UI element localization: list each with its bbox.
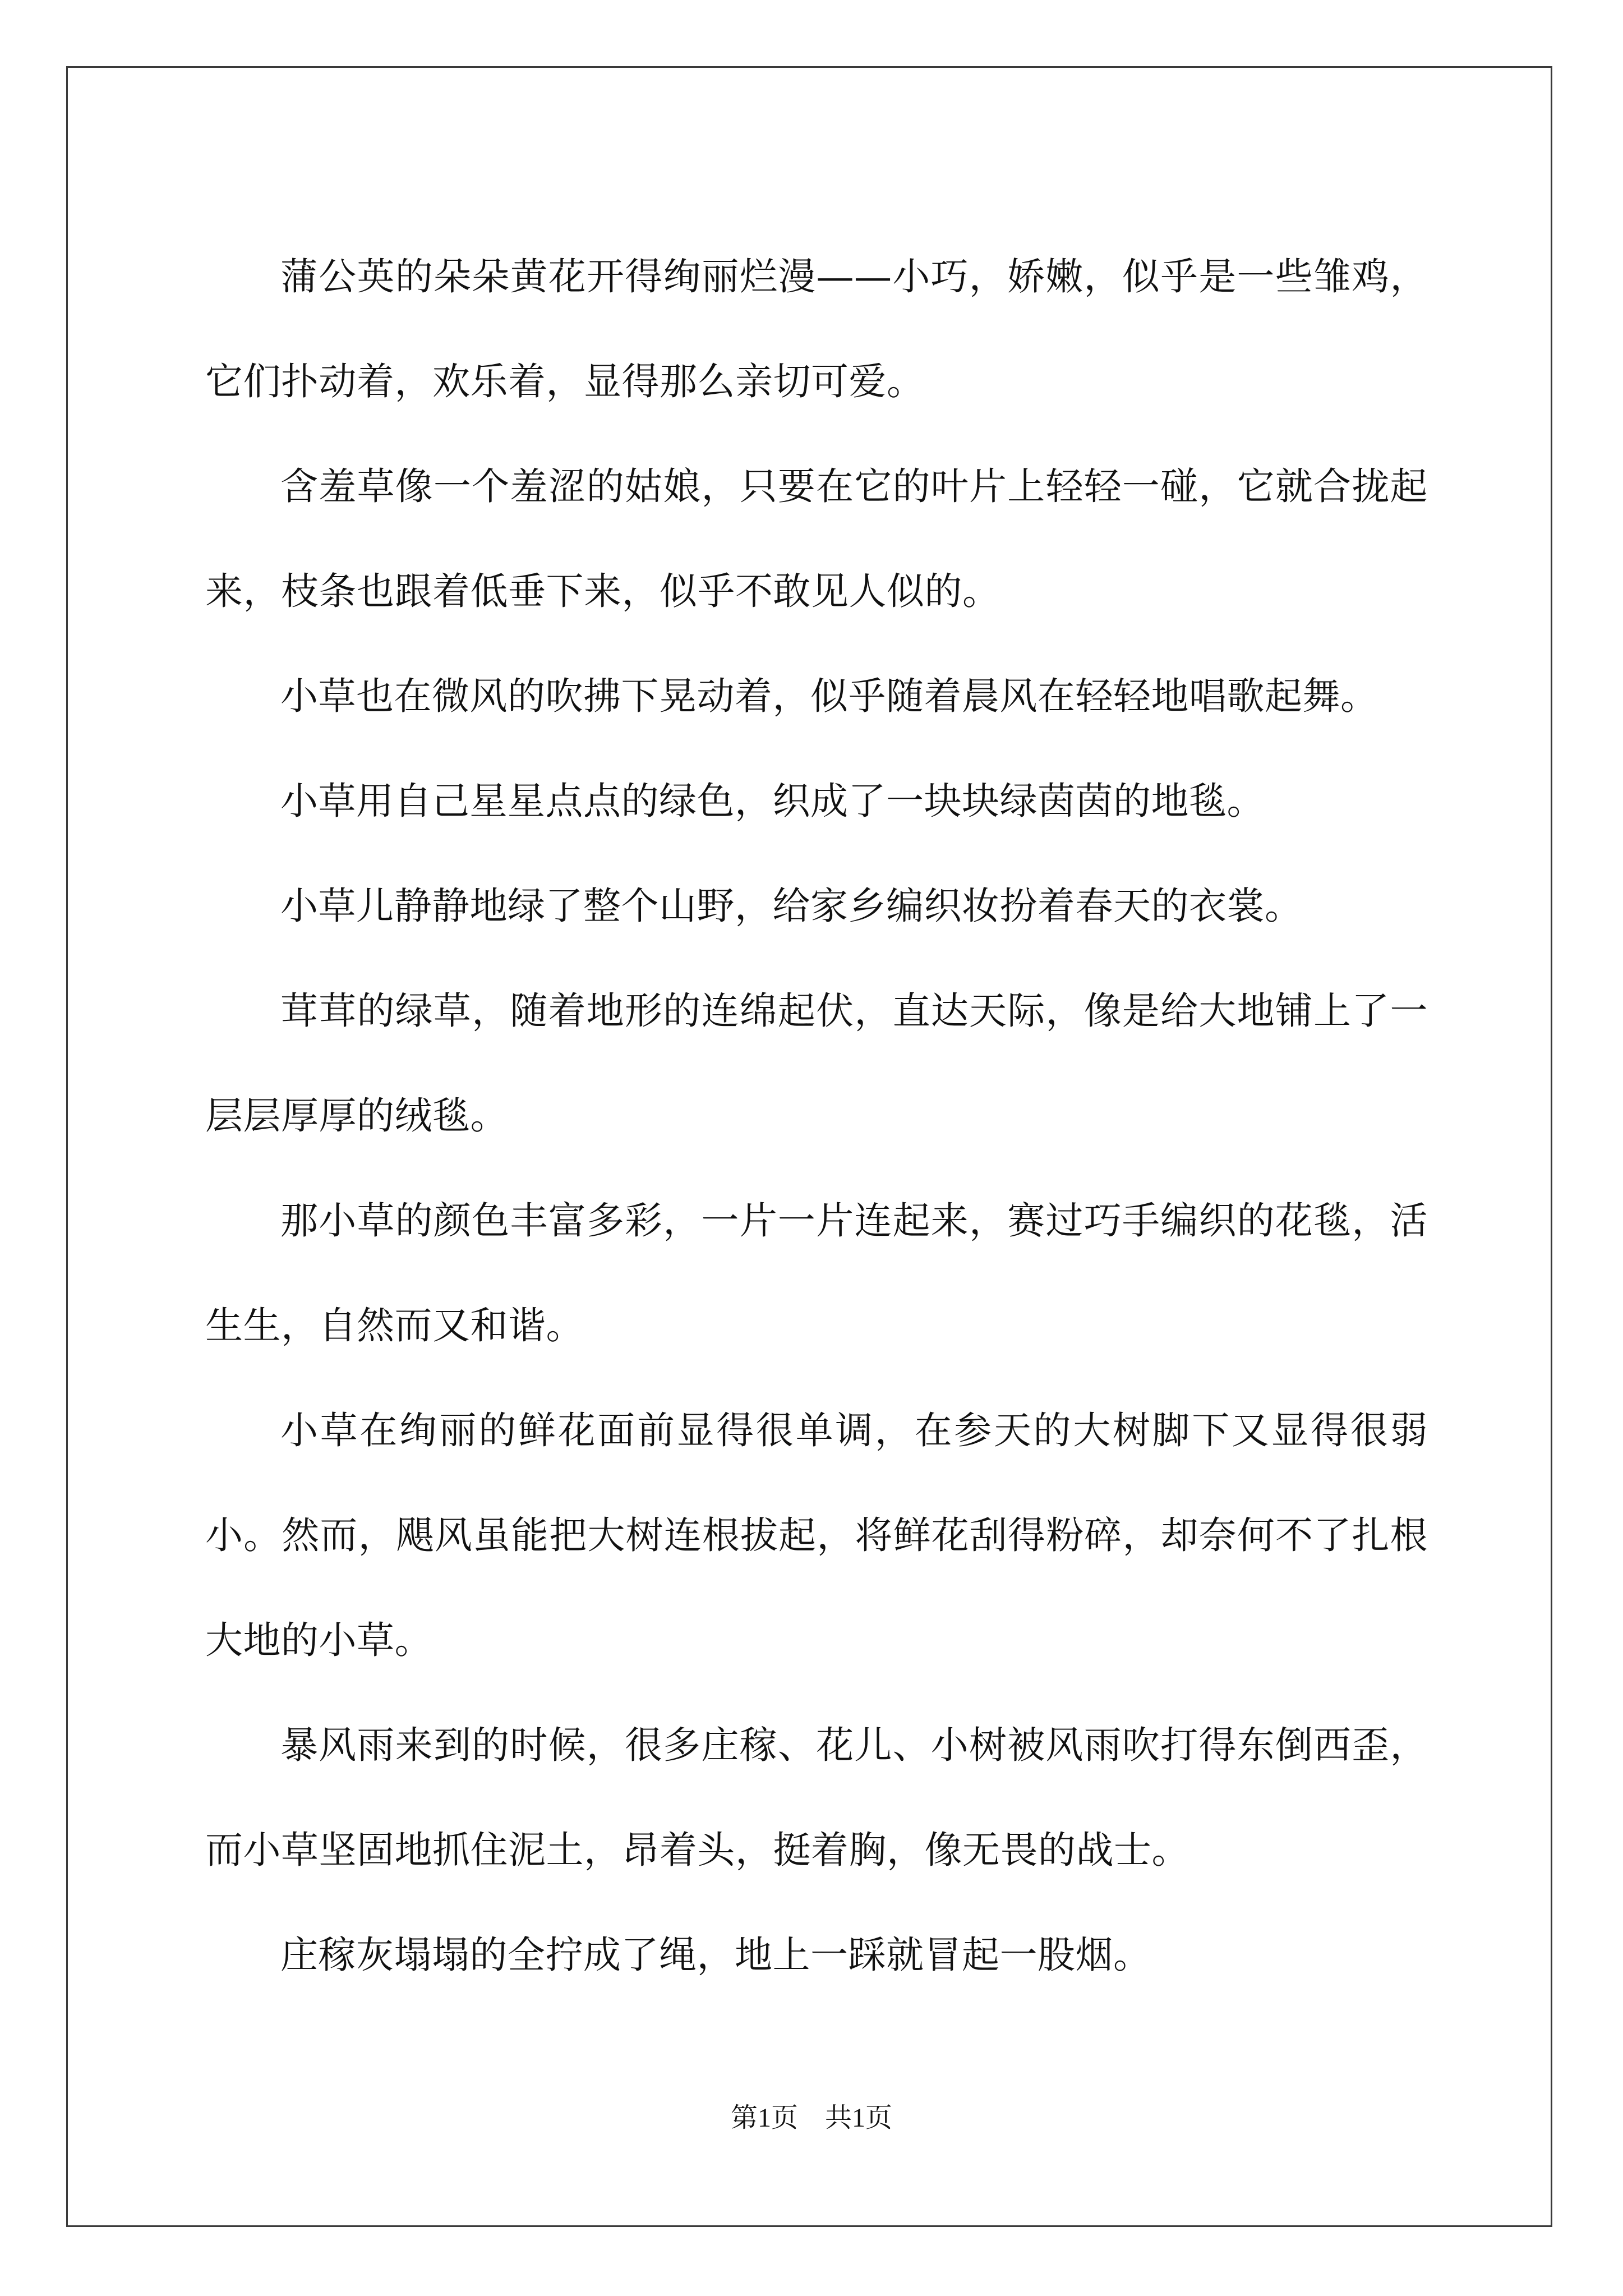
paragraph-mimosa: 含羞草像一个羞涩的姑娘，只要在它的叶片上轻轻一碰，它就合拢起来，枝条也跟着低垂下来，似乎不敢见人似的。 [205, 464, 1428, 613]
paragraph-dandelion: 蒲公英的朵朵黄花开得绚丽烂漫——小巧，娇嫩，似乎是一些雏鸡，它们扑动着，欢乐着，显得那么亲切可爱。 [205, 255, 1428, 403]
paragraph-storm: 暴风雨来到的时候，很多庄稼、花儿、小树被风雨吹打得东倒西歪，而小草坚固地抓住泥土，昂着头，挺着胸，像无畏的战士。 [205, 1723, 1428, 1872]
paragraph-breeze: 小草也在微风的吹拂下晃动着，似乎随着晨风在轻轻地唱歌起舞。 [280, 674, 1378, 718]
page-number: 第1页 [730, 2103, 798, 2133]
paragraph-drought: 庄稼灰塌塌的全拧成了绳，地上一踩就冒起一股烟。 [280, 1933, 1151, 1977]
paragraph-horizon: 茸茸的绿草，随着地形的连绵起伏，直达天际，像是给大地铺上了一层层厚厚的绒毯。 [205, 989, 1428, 1138]
paragraph-hometown: 小草儿静静地绿了整个山野，给家乡编织妆扮着春天的衣裳。 [280, 884, 1303, 928]
paragraph-humble: 小草在绚丽的鲜花面前显得很单调，在参天的大树脚下又显得很弱小。然而，飓风虽能把大树连根拔起，将鲜花刮得粉碎，却奈何不了扎根大地的小草。 [205, 1409, 1428, 1662]
document-body [205, 224, 1428, 2008]
page-footer [0, 2096, 1623, 2134]
paragraph-colors: 那小草的颜色丰富多彩，一片一片连起来，赛过巧手编织的花毯，活生生，自然而又和谐。 [205, 1199, 1428, 1347]
paragraph-carpet: 小草用自己星星点点的绿色，织成了一块块绿茵茵的地毯。 [280, 779, 1265, 823]
page-total: 共1页 [825, 2103, 893, 2133]
